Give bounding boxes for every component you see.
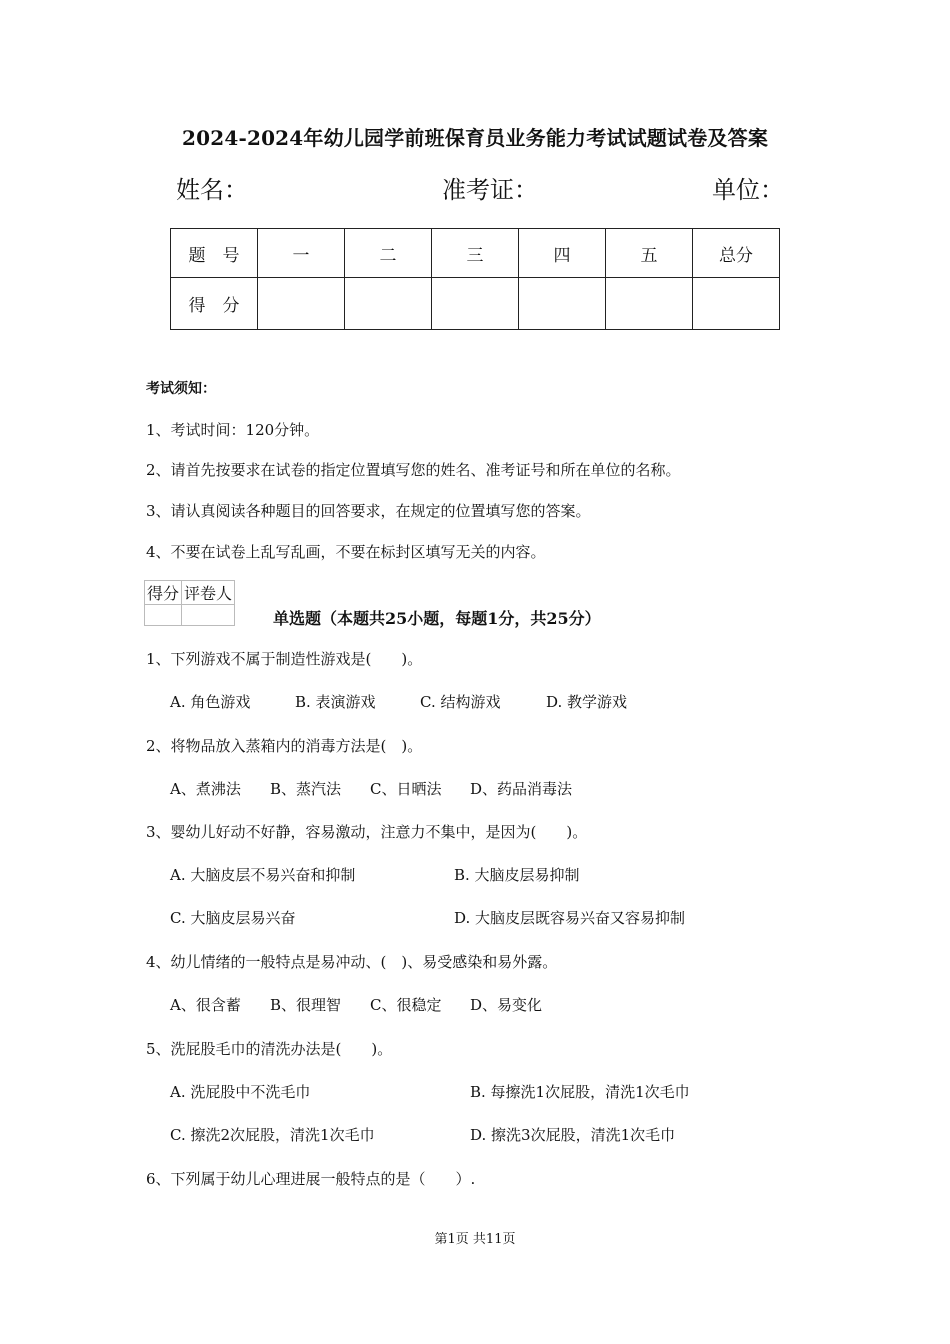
score-header-cell: 三 — [432, 229, 519, 278]
score-table-header-row — [171, 229, 780, 278]
question-option[interactable]: C. 结构游戏 — [420, 693, 501, 711]
question-option[interactable]: B、蒸汽法 — [270, 780, 342, 798]
grader-name-label: 评卷人 — [182, 581, 235, 605]
score-header-cell: 总分 — [693, 229, 780, 278]
score-cell[interactable] — [432, 278, 519, 330]
unit-field-label: 单位： — [712, 176, 784, 204]
question-option[interactable]: B、很理智 — [270, 996, 342, 1014]
score-cell[interactable] — [345, 278, 432, 330]
score-cell[interactable] — [258, 278, 345, 330]
question-option[interactable]: C. 大脑皮层易兴奋 — [170, 909, 296, 927]
section-heading: 单选题（本题共25小题，每题1分，共25分） — [273, 609, 601, 628]
notice-item: 1、考试时间：120分钟。 — [146, 421, 320, 439]
question-option[interactable]: D. 擦洗3次屁股，清洗1次毛巾 — [470, 1126, 676, 1144]
notice-heading: 考试须知： — [146, 381, 216, 397]
question-option[interactable]: A. 洗屁股中不洗毛巾 — [170, 1083, 311, 1101]
score-header-cell: 二 — [345, 229, 432, 278]
exam-id-field-label: 准考证： — [442, 176, 538, 204]
question-stem: 3、婴幼儿好动不好静，容易激动，注意力不集中，是因为( )。 — [146, 823, 588, 841]
score-header-cell: 四 — [519, 229, 606, 278]
question-option[interactable]: C. 擦洗2次屁股，清洗1次毛巾 — [170, 1126, 375, 1144]
score-cell[interactable] — [606, 278, 693, 330]
score-row-label: 得 分 — [171, 278, 258, 330]
question-option[interactable]: C、日晒法 — [370, 780, 442, 798]
question-option[interactable]: A、很含蓄 — [170, 996, 241, 1014]
question-option[interactable]: A. 大脑皮层不易兴奋和抑制 — [170, 866, 356, 884]
question-option[interactable]: B. 每擦洗1次屁股，清洗1次毛巾 — [470, 1083, 690, 1101]
score-table-score-row — [171, 278, 780, 330]
question-stem: 6、下列属于幼儿心理进展一般特点的是（ ）. — [146, 1170, 476, 1188]
name-field-label: 姓名： — [176, 176, 248, 204]
score-cell[interactable] — [693, 278, 780, 330]
question-option[interactable]: B. 大脑皮层易抑制 — [454, 866, 580, 884]
page-footer: 第1页 共11页 — [434, 1232, 516, 1247]
question-stem: 1、下列游戏不属于制造性游戏是( )。 — [146, 650, 423, 668]
notice-item: 4、不要在试卷上乱写乱画，不要在标封区填写无关的内容。 — [146, 543, 546, 561]
score-cell[interactable] — [519, 278, 606, 330]
question-option[interactable]: D、药品消毒法 — [470, 780, 573, 798]
question-option[interactable]: D. 教学游戏 — [546, 693, 628, 711]
question-option[interactable]: D. 大脑皮层既容易兴奋又容易抑制 — [454, 909, 686, 927]
score-header-cell: 一 — [258, 229, 345, 278]
notice-item: 3、请认真阅读各种题目的回答要求，在规定的位置填写您的答案。 — [146, 502, 591, 520]
question-stem: 4、幼儿情绪的一般特点是易冲动、( )、易受感染和易外露。 — [146, 953, 558, 971]
notice-item: 2、请首先按要求在试卷的指定位置填写您的姓名、准考证号和所在单位的名称。 — [146, 461, 681, 479]
question-stem: 5、洗屁股毛巾的清洗办法是( )。 — [146, 1040, 393, 1058]
grader-name-cell[interactable] — [182, 605, 235, 626]
score-table — [170, 228, 780, 330]
document-title: 2024-2024年幼儿园学前班保育员业务能力考试试题试卷及答案 — [181, 126, 769, 150]
grader-score-label: 得分 — [145, 581, 182, 605]
question-option[interactable]: A. 角色游戏 — [170, 693, 251, 711]
question-option[interactable]: A、煮沸法 — [170, 780, 241, 798]
question-option[interactable]: D、易变化 — [470, 996, 543, 1014]
score-header-cell: 题 号 — [171, 229, 258, 278]
question-option[interactable]: B. 表演游戏 — [295, 693, 376, 711]
question-stem: 2、将物品放入蒸箱内的消毒方法是( )。 — [146, 737, 423, 755]
grader-score-cell[interactable] — [145, 605, 182, 626]
score-header-cell: 五 — [606, 229, 693, 278]
question-option[interactable]: C、很稳定 — [370, 996, 442, 1014]
grader-box — [144, 580, 235, 626]
